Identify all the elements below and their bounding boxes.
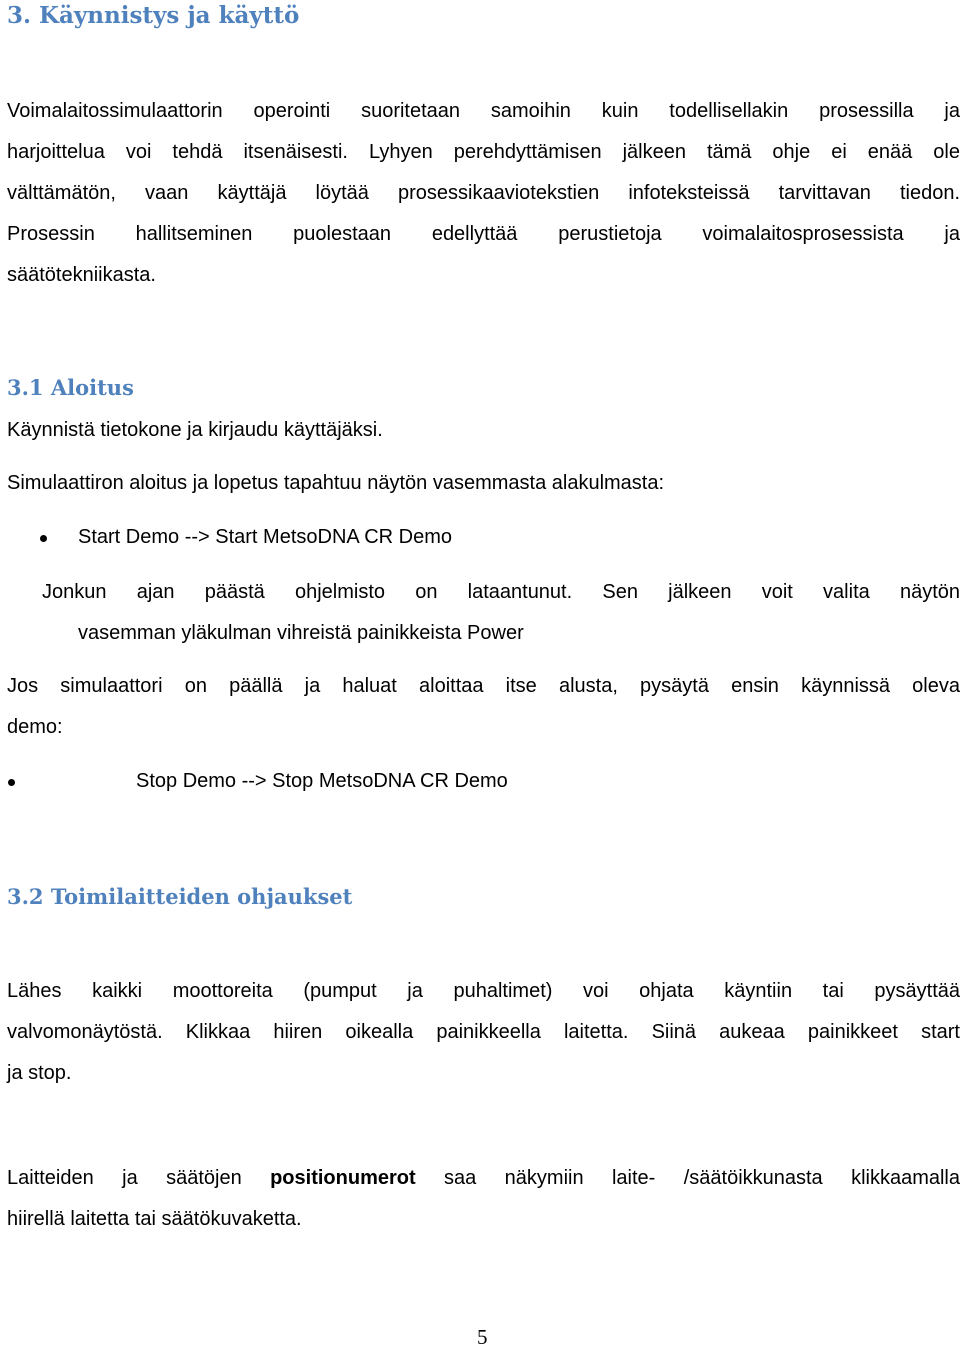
loaded-line-1: Jonkun ajan päästä ohjelmisto on lataantunut. Sen jälkeen voit valita näytön <box>42 581 960 603</box>
motor-control-paragraph <box>7 971 960 1094</box>
position-line-1 <box>7 1158 960 1199</box>
start-location-text: Simulaattiron aloitus ja lopetus tapahtuu näytön vasemmasta alakulmasta: <box>7 472 665 494</box>
login-instruction: Käynnistä tietokone ja kirjaudu käyttäjäksi. <box>7 419 383 441</box>
loaded-paragraph <box>42 572 960 613</box>
motor-line-3: ja stop. <box>7 1062 72 1084</box>
position-number-paragraph <box>7 1158 960 1240</box>
motor-line-1: Lähes kaikki moottoreita (pumput ja puhaltimet) voi ohjata käyntiin tai pysäyttää <box>7 980 960 1002</box>
bullet-start-demo: Start Demo --> Start MetsoDNA CR Demo <box>78 526 452 548</box>
bullet-stop-demo: Stop Demo --> Stop MetsoDNA CR Demo <box>136 770 508 792</box>
restart-line-1: Jos simulaattori on päällä ja haluat aloittaa itse alusta, pysäytä ensin käynnissä oleva <box>7 675 960 697</box>
main-heading: 3. Käynnistys ja käyttö <box>7 2 300 29</box>
page-number: 5 <box>477 1325 488 1349</box>
intro-line-5: säätötekniikasta. <box>7 264 156 286</box>
loaded-line-2: vasemman yläkulman vihreistä painikkeista Power <box>78 622 524 644</box>
bullet-icon <box>40 535 47 542</box>
intro-line-4: Prosessin hallitseminen puolestaan edellyttää perustietoja voimalaitosprosessista ja <box>7 223 960 245</box>
position-line-1-start: Laitteiden ja säätöjen <box>7 1167 271 1189</box>
restart-line-2: demo: <box>7 716 63 738</box>
intro-paragraph <box>7 91 960 296</box>
intro-line-3: välttämätön, vaan käyttäjä löytää prosessikaaviotekstien infoteksteissä tarvittavan tiedon. <box>7 182 960 204</box>
position-line-1-end: saa näkymiin laite- /säätöikkunasta klikkaamalla <box>415 1167 960 1189</box>
bullet-icon <box>8 779 15 786</box>
positionumerot-bold: positionumerot <box>270 1167 416 1189</box>
restart-paragraph <box>7 666 960 748</box>
intro-line-2: harjoittelua voi tehdä itsenäisesti. Lyhyen perehdyttämisen jälkeen tämä ohje ei enää ole <box>7 141 960 163</box>
motor-line-2: valvomonäytöstä. Klikkaa hiiren oikealla painikkeella laitetta. Siinä aukeaa painikkeet start <box>7 1021 960 1043</box>
position-line-2: hiirellä laitetta tai säätökuvaketta. <box>7 1208 302 1230</box>
intro-line-1: Voimalaitossimulaattorin operointi suoritetaan samoihin kuin todellisellakin prosessilla ja <box>7 100 960 122</box>
section-heading-toimilaitteet: 3.2 Toimilaitteiden ohjaukset <box>7 884 353 909</box>
section-heading-aloitus: 3.1 Aloitus <box>7 375 134 400</box>
